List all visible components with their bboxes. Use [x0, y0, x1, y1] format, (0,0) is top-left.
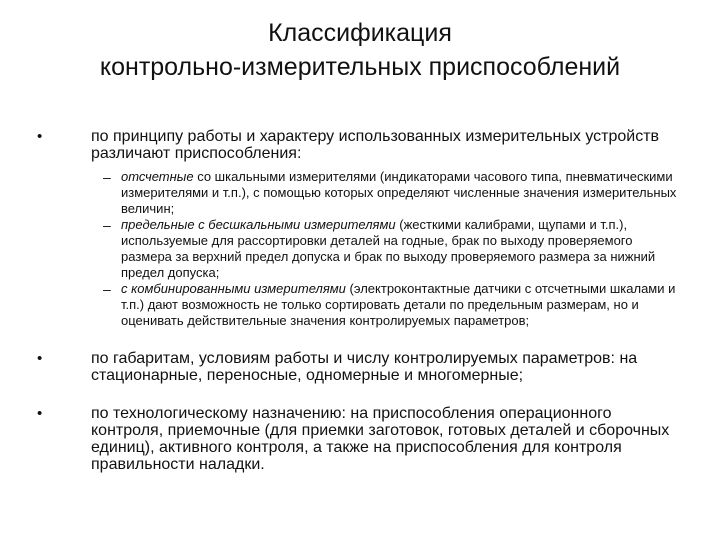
list-item-text: по габаритам, условиям работы и числу контролируемых параметров: на стационарные, переносные, одномерные и многомерные; [91, 350, 638, 384]
sub-item-description: (электроконтактные датчики с отсчетными шкалами и т.п.) дают возможность не только сортировать детали по предельным размерам, но и оценивать действительные значения контролируемых параметров; [121, 281, 676, 328]
sub-item-text [121, 281, 681, 329]
title-line-2: контрольно-измерительных приспособлений [99, 53, 621, 81]
sub-item-term: предельные с бесшкальными измерителями [121, 217, 396, 232]
sub-item-description: (жесткими калибрами, щупами и т.п.), используемые для рассортировки деталей на годные, брак по выходу проверяемого размера за верхний предел допуска и брак по выходу проверяемого размера за нижний предел допуска; [121, 217, 656, 280]
bullet-icon: • [37, 128, 43, 145]
sub-item-text [121, 169, 681, 217]
sub-item-term: с комбинированными измерителями [121, 281, 346, 296]
dash-icon: – [103, 169, 111, 185]
title-line-1: Классификация [268, 19, 452, 47]
dash-icon: – [103, 217, 111, 233]
page-title [20, 16, 700, 84]
dash-icon: – [103, 281, 111, 297]
list-item-text: по технологическому назначению: на приспособления операционного контроля, приемочные (для приемки заготовок, готовых деталей и сборочных единиц), активного контроля, а также на приспособления для контроля правильности наладки. [91, 405, 670, 473]
list-item-text: по принципу работы и характеру использованных измерительных устройств различают приспособления: [91, 128, 660, 162]
sub-item-text [121, 217, 681, 281]
bullet-icon: • [37, 350, 43, 367]
bullet-icon: • [37, 405, 43, 422]
sub-item-term: отсчетные [121, 169, 194, 184]
sub-item-description: со шкальными измерителями (индикаторами часового типа, пневматическими измерителями и т.п.), с помощью которых определяют численные значения измерительных величин; [121, 169, 677, 216]
